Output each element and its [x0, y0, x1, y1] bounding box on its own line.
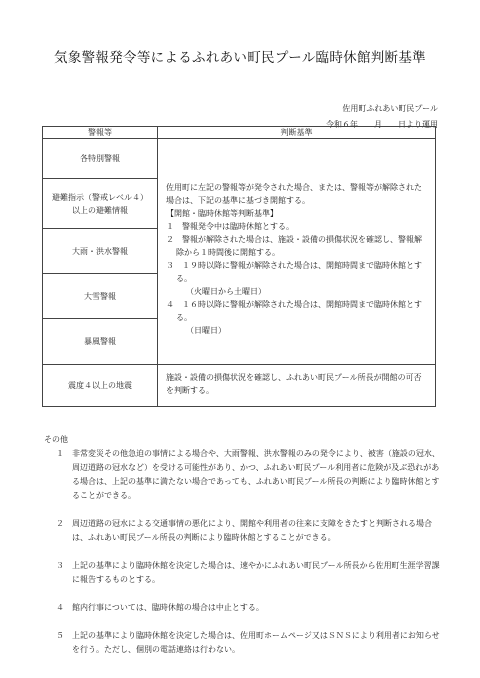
effective-date: 令和６年 月 日より運用: [326, 120, 438, 129]
header-warnings: 警報等: [43, 127, 158, 139]
criteria-item: ２ 警報が解除された場合は、施設・設備の損傷状況を確認し、警報解除から１時間後に開館する。: [166, 235, 422, 257]
criteria-table: [42, 126, 436, 407]
note-number: ４: [56, 603, 64, 612]
notes-section: [44, 433, 444, 671]
note-item: [44, 629, 444, 657]
criteria-item: ４ １６時以降に警報が解除された場合は、開館時間まで臨時休館とする。: [166, 300, 422, 322]
warning-evacuation-line1: 避難指示（警戒レベル４）: [52, 192, 148, 202]
note-number: ３: [56, 561, 64, 570]
note-item: [44, 601, 444, 615]
note-item: [44, 447, 444, 503]
note-text: 上記の基準により臨時休館を決定した場合は、佐用町ホームページ又はＳＮＳにより利用者にお知らせを行う。ただし、個別の電話連絡は行わない。: [72, 631, 440, 654]
table-header-row: [43, 127, 436, 139]
note-number: ５: [56, 631, 64, 640]
page-title: 気象警報発令等によるふれあい町民プール臨時休館判断基準: [54, 50, 426, 66]
earthquake-criteria: 施設・設備の損傷状況を確認し、ふれあい町民プール所長が開館の可否を判断する。: [158, 365, 436, 407]
warning-special: 各特別警報: [43, 139, 158, 179]
table-row: [43, 139, 436, 179]
issuer-name: 佐用町ふれあい町民プール: [342, 104, 438, 113]
warning-earthquake: 震度４以上の地震: [43, 365, 158, 407]
criteria-item: １ 警報発令中は臨時休館とする。: [166, 222, 294, 231]
note-text: 周辺道路の冠水による交通事情の悪化により、開館や利用者の往来に支障をきたすと判断される場合は、ふれあい町民プール所長の判断により臨時休館とすることができる。: [72, 519, 432, 542]
criteria-item-note: （日曜日）: [186, 326, 226, 335]
criteria-item: ３ １９時以降に警報が解除された場合は、開館時間まで臨時休館とする。: [166, 261, 422, 283]
criteria-item-note: （火曜日から土曜日）: [186, 287, 266, 296]
note-text: 館内行事については、臨時休館の場合は中止とする。: [72, 603, 264, 612]
note-item: [44, 517, 444, 545]
warning-evacuation: [43, 179, 158, 229]
note-item: [44, 559, 444, 587]
note-text: 非常変災その他急迫の事情による場合や、大雨警報、洪水警報のみの発令により、被害（施設の冠水、周辺道路の冠水など）を受ける可能性があり、かつ、ふれあい町民プール利用者に危険が及ぶ恐れがある場合は、上記の基準に満たない場合であっても、ふれあい町民プール所長の判断により臨時休館とすることができる。: [72, 449, 440, 500]
criteria-cell: [158, 139, 436, 365]
note-number: １: [56, 449, 64, 458]
warning-heavy-snow: 大雪警報: [43, 274, 158, 319]
note-text: 上記の基準により臨時休館を決定した場合は、速やかにふれあい町民プール所長から佐用町生涯学習課に報告するものとする。: [72, 561, 440, 584]
warning-heavy-rain: 大雨・洪水警報: [43, 229, 158, 274]
notes-heading: その他: [44, 435, 68, 444]
warning-evacuation-line2: 以上の避難情報: [72, 205, 128, 215]
criteria-intro: 佐用町に左記の警報等が発令された場合、または、警報等が解除された場合は、下記の基準に基づき開館する。: [166, 183, 422, 205]
table-row: [43, 365, 436, 407]
criteria-heading: 【開館・臨時休館等判断基準】: [166, 209, 278, 218]
note-number: ２: [56, 519, 64, 528]
header-criteria: 判断基準: [158, 127, 436, 139]
warning-storm: 暴風警報: [43, 319, 158, 365]
